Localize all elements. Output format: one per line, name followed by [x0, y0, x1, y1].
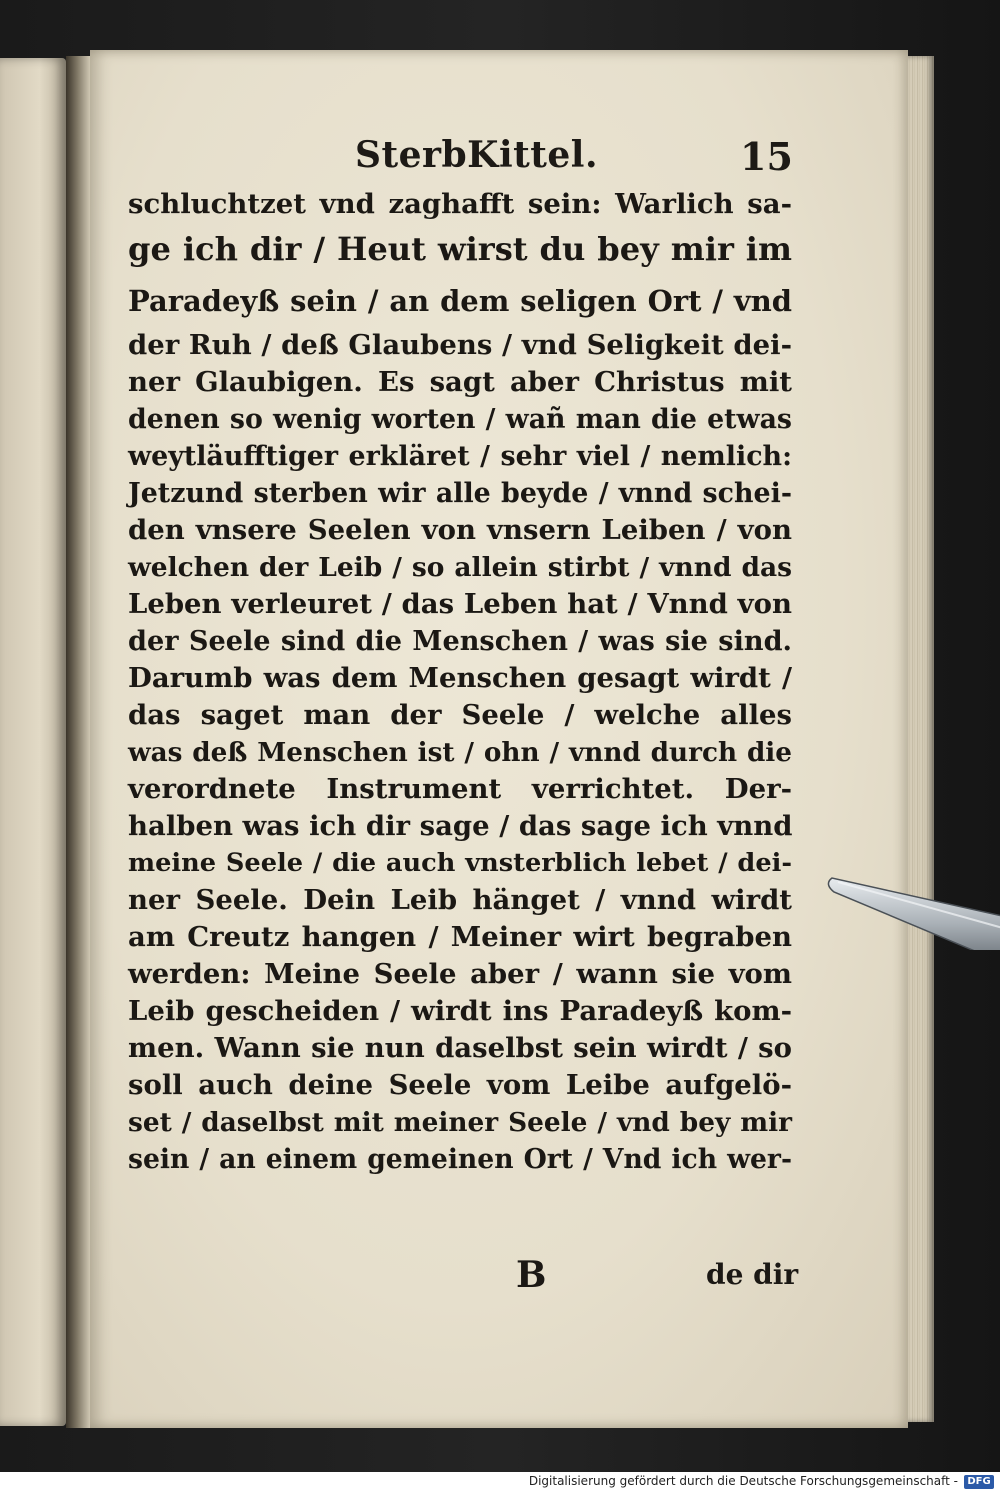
text-line: soll auch deine Seele vom Leibe aufgelö- [128, 1069, 792, 1101]
page-edges [908, 56, 934, 1422]
page-number: 15 [740, 134, 793, 179]
text-line: der Seele sind die Menschen / was sie sind. [128, 626, 792, 657]
text-line: ner Glaubigen. Es sagt aber Christus mit [128, 366, 792, 398]
text-line: sein / an einem gemeinen Ort / Vnd ich wer- [128, 1144, 792, 1175]
text-line: Paradeyß sein / an dem seligen Ort / vnd [128, 284, 792, 318]
text-line: das saget man der Seele / welche alles [128, 699, 792, 731]
text-line: den vnsere Seelen von vnsern Leiben / von [128, 514, 792, 546]
catchword: de dir [706, 1258, 799, 1291]
book-gutter [66, 56, 90, 1428]
pointer-stick-icon [820, 860, 1000, 950]
text-line: men. Wann sie nun daselbst sein wirdt / so [128, 1032, 792, 1064]
digitization-credit: Digitalisierung gefördert durch die Deutsche Forschungsgemeinschaft - [528, 1474, 958, 1488]
text-line: was deß Menschen ist / ohn / vnnd durch die [128, 737, 792, 768]
left-page-edge [0, 58, 66, 1426]
text-line: set / daselbst mit meiner Seele / vnd bey mir [128, 1107, 792, 1138]
text-line: weytläufftiger erkläret / sehr viel / nemlich: [128, 441, 792, 472]
running-head: SterbKittel. [355, 134, 599, 176]
text-line: werden: Meine Seele aber / wann sie vom [128, 958, 792, 990]
signature-mark: B [516, 1254, 547, 1296]
text-line: Darumb was dem Menschen gesagt wirdt / [128, 662, 792, 694]
text-line: Leib gescheiden / wirdt ins Paradeyß kom- [128, 995, 792, 1027]
text-line: meine Seele / die auch vnsterblich lebet / dei- [128, 848, 792, 878]
text-line: Leben verleuret / das Leben hat / Vnnd von [128, 588, 792, 620]
text-line: ge ich dir / Heut wirst du bey mir im [128, 230, 792, 268]
text-line: halben was ich dir sage / das sage ich vnnd [128, 810, 793, 842]
text-line: der Ruh / deß Glaubens / vnd Seligkeit dei- [128, 329, 792, 361]
text-line: ner Seele. Dein Leib hänget / vnnd wirdt [128, 884, 792, 916]
text-line: welchen der Leib / so allein stirbt / vnnd das [128, 552, 792, 583]
text-line: verordnete Instrument verrichtet. Der- [128, 773, 792, 805]
text-line: Jetzund sterben wir alle beyde / vnnd schei- [128, 478, 792, 509]
dfg-logo: DFG [964, 1475, 994, 1489]
text-line: denen so wenig worten / wañ man die etwas [128, 404, 792, 435]
text-line: am Creutz hangen / Meiner wirt begraben [128, 921, 792, 953]
body-text [128, 186, 792, 1178]
text-line: schluchtzet vnd zaghafft sein: Warlich sa- [128, 188, 792, 220]
